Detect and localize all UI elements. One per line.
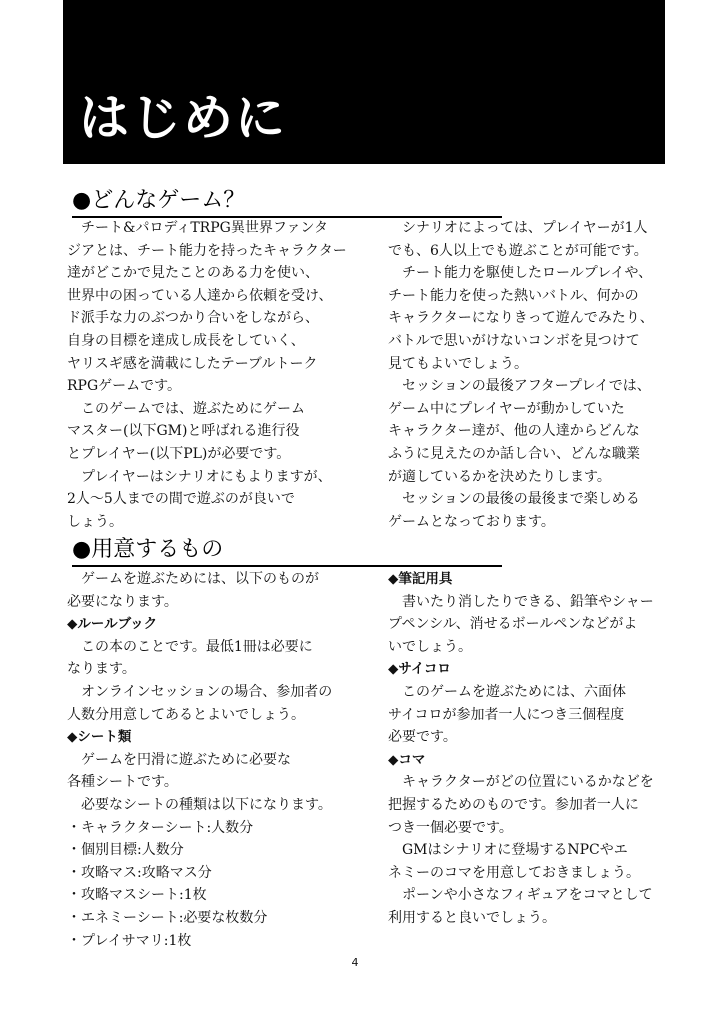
list-item: ・エネミーシート:必要な枚数分 bbox=[67, 909, 268, 926]
list-item: ・攻略マスシート:1枚 bbox=[67, 887, 207, 904]
text-line: チート能力を駆使したロールプレイや、 bbox=[402, 265, 653, 282]
text-line: 達がどこかで見たことのある力を使い、 bbox=[67, 265, 319, 282]
list-item: ・個別目標:人数分 bbox=[67, 842, 184, 859]
text-line: このゲームでは、遊ぶためにゲーム bbox=[81, 400, 305, 417]
text-line: チート能力を使った熱いバトル、何かの bbox=[388, 287, 639, 304]
text-line: 自身の目標を達成し成長をしていく、 bbox=[67, 332, 305, 349]
text-line: ゲームとなっております。 bbox=[388, 513, 555, 530]
page-number: 4 bbox=[351, 956, 359, 969]
subheading-pieces: ◆コマ bbox=[388, 751, 426, 768]
text-line: シナリオによっては、プレイヤーが1人 bbox=[402, 220, 648, 236]
text-line: バトルで思いがけないコンボを見つけて bbox=[388, 332, 640, 349]
text-line: が適しているかを決めたりします。 bbox=[388, 468, 611, 485]
text-line: GMはシナリオに登場するNPCやエ bbox=[402, 842, 628, 859]
section-heading-preparation: ●用意するもの bbox=[72, 535, 502, 567]
text-line: ゲームを遊ぶためには、以下のものが bbox=[81, 571, 319, 587]
text-line: 書いたり消したりできる、鉛筆やシャー bbox=[402, 593, 654, 610]
text-line: 見てもよいでしょう。 bbox=[388, 355, 528, 372]
subheading-dice: ◆サイコロ bbox=[388, 661, 451, 678]
section1-left-column bbox=[67, 217, 347, 533]
text-line: セッションの最後アフタープレイでは、 bbox=[402, 378, 651, 395]
text-line: ド派手な力のぶつかり合いをしながら、 bbox=[67, 310, 319, 327]
list-item: ・プレイサマリ:1枚 bbox=[67, 932, 192, 949]
text-line: 2人〜5人までの間で遊ぶのが良いで bbox=[67, 491, 295, 508]
text-line: 必要になります。 bbox=[67, 593, 178, 610]
list-item: ・キャラクターシート:人数分 bbox=[67, 819, 254, 836]
text-line: キャラクターがどの位置にいるかなどを bbox=[402, 774, 654, 791]
text-line: キャラクター達が、他の人達からどんな bbox=[388, 423, 640, 440]
title-banner bbox=[63, 0, 665, 164]
text-line: とプレイヤー(以下PL)が必要です。 bbox=[67, 445, 291, 462]
section1-right-column bbox=[388, 217, 654, 533]
text-line: ポーンや小さなフィギュアをコマとして bbox=[402, 887, 653, 904]
subheading-writing-tools: ◆筆記用具 bbox=[388, 571, 453, 587]
text-line: 利用すると良いでしょう。 bbox=[388, 909, 556, 926]
subheading-sheets: ◆シート類 bbox=[67, 729, 132, 746]
subheading-rulebook: ◆ルールブック bbox=[67, 616, 158, 633]
text-line: ヤリスギ感を満載にしたテーブルトーク bbox=[67, 355, 318, 372]
text-line: 各種シートです。 bbox=[67, 774, 178, 791]
text-line: ネミーのコマを用意しておきましょう。 bbox=[388, 864, 640, 881]
text-line: でも、6人以上でも遊ぶことが可能です。 bbox=[388, 242, 648, 259]
text-line: マスター(以下GM)と呼ばれる進行役 bbox=[67, 423, 300, 440]
text-line: このゲームを遊ぶためには、六面体 bbox=[402, 683, 626, 700]
text-line: 人数分用意してあるとよいでしょう。 bbox=[67, 706, 305, 723]
text-line: チート&パロディTRPG異世界ファンタ bbox=[81, 220, 328, 236]
text-line: この本のことです。最低1冊は必要に bbox=[81, 638, 313, 655]
text-line: ジアとは、チート能力を持ったキャラクター bbox=[67, 242, 347, 259]
text-line: キャラクターになりきって遊んでみたり、 bbox=[388, 310, 654, 327]
text-line: 必要なシートの種類は以下になります。 bbox=[81, 796, 332, 813]
page-title: はじめに bbox=[79, 89, 287, 147]
text-line: 必要です。 bbox=[388, 729, 457, 746]
text-line: サイコロが参加者一人につき三個程度 bbox=[388, 706, 625, 723]
text-line: オンラインセッションの場合、参加者の bbox=[81, 683, 333, 700]
section2-left-column bbox=[67, 568, 332, 952]
text-line: プレイヤーはシナリオにもよりますが、 bbox=[81, 468, 332, 485]
text-line: セッションの最後の最後まで楽しめる bbox=[402, 491, 640, 508]
text-line: 把握するためのものです。参加者一人に bbox=[388, 796, 639, 813]
text-line: つき一個必要です。 bbox=[388, 819, 513, 836]
text-line: なります。 bbox=[67, 661, 136, 678]
section2-right-column bbox=[388, 568, 654, 930]
text-line: ゲームを円滑に遊ぶために必要な bbox=[81, 751, 291, 768]
text-line: プペンシル、消せるボールペンなどがよ bbox=[388, 616, 638, 633]
text-line: ゲーム中にプレイヤーが動かしていた bbox=[388, 400, 625, 417]
text-line: いでしょう。 bbox=[388, 638, 472, 655]
text-line: ふうに見えたのか話し合い、どんな職業 bbox=[388, 445, 640, 462]
text-line: RPGゲームです。 bbox=[67, 378, 182, 395]
text-line: 世界中の困っている人達から依頼を受け、 bbox=[67, 287, 333, 304]
text-line: しょう。 bbox=[67, 513, 123, 530]
list-item: ・攻略マス:攻略マス分 bbox=[67, 864, 212, 881]
section-heading-what-game: ●どんなゲーム？ bbox=[72, 186, 502, 218]
